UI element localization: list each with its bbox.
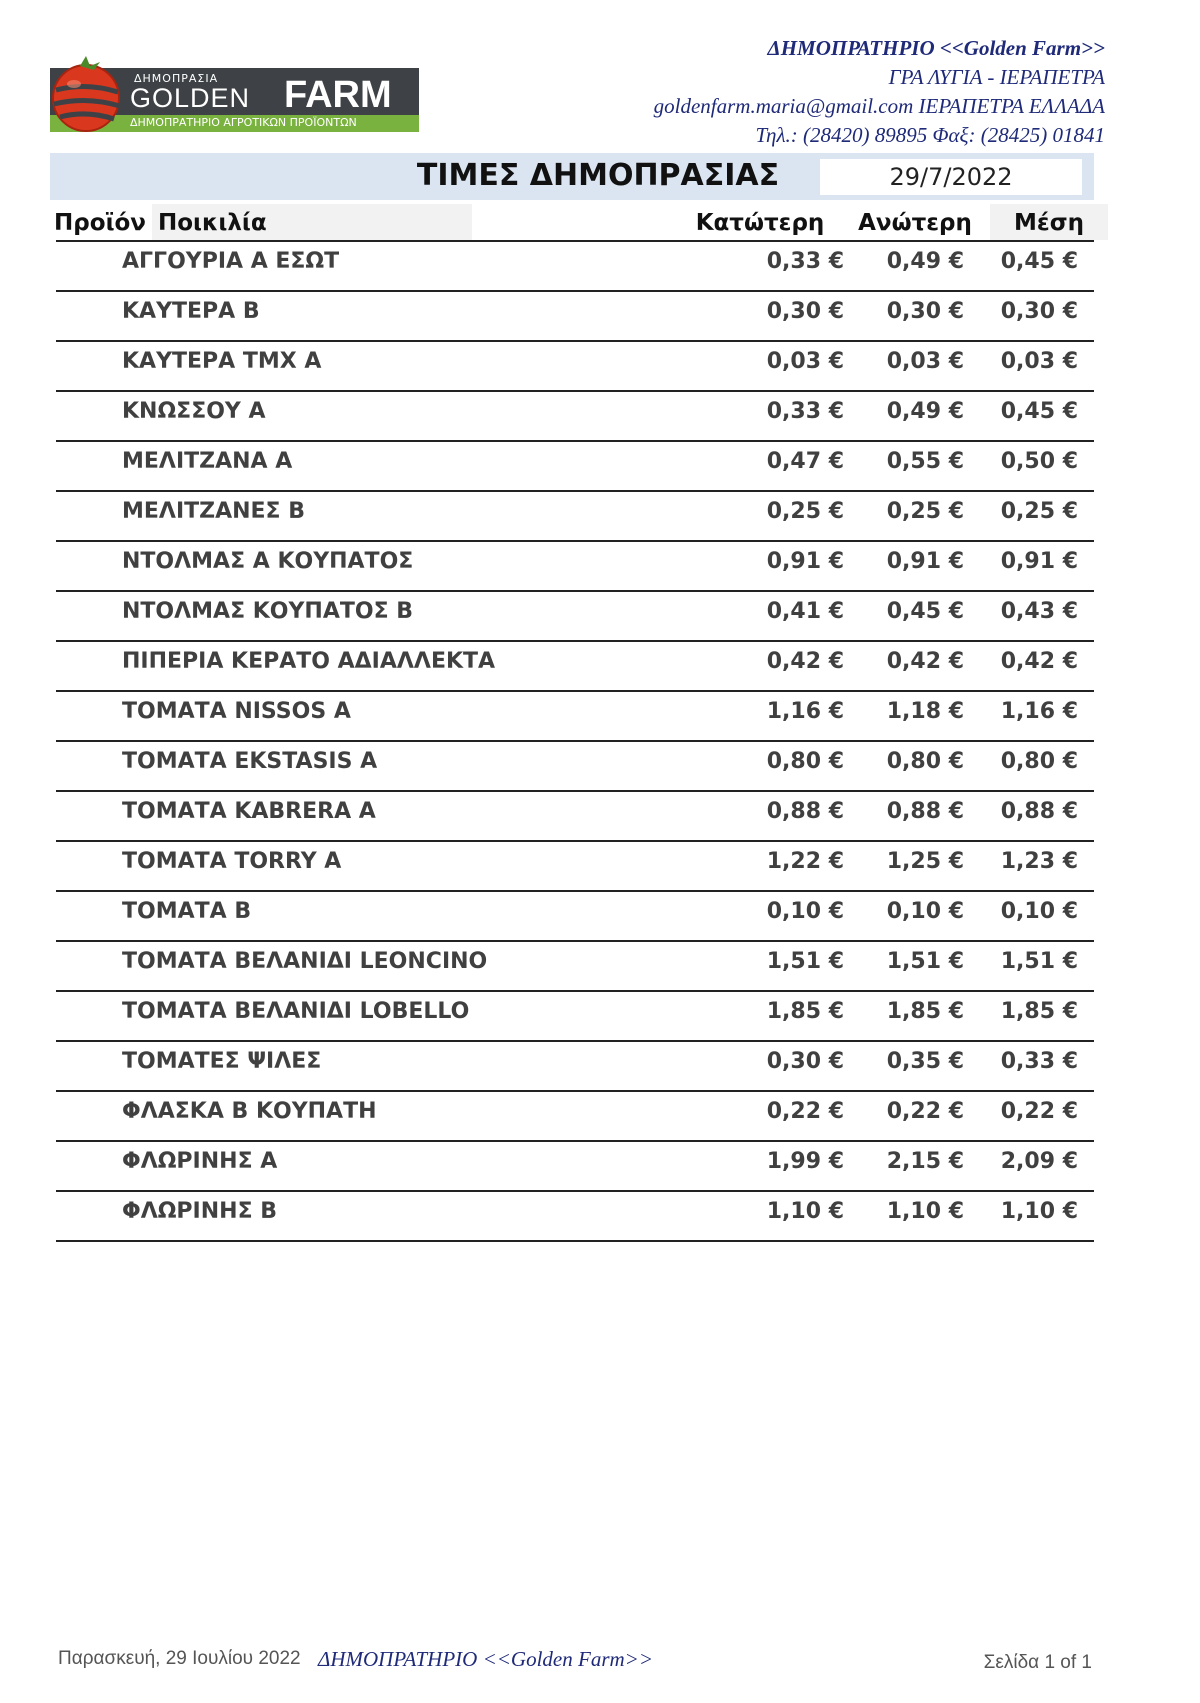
price-avg: 0,33 € xyxy=(1000,1049,1078,1074)
table-row xyxy=(56,1042,1094,1092)
table-row xyxy=(56,642,1094,692)
table-row xyxy=(56,942,1094,992)
product-name: ΠΙΠΕΡΙΑ ΚΕΡΑΤΟ ΑΔΙΑΛΛΕΚΤΑ xyxy=(122,649,496,674)
column-header-low: Κατώτερη xyxy=(695,210,825,236)
tomato-icon xyxy=(50,54,126,132)
table-row xyxy=(56,692,1094,742)
price-high: 0,10 € xyxy=(886,899,964,924)
product-name: ΑΓΓΟΥΡΙΑ Α ΕΣΩΤ xyxy=(122,249,340,274)
price-avg: 1,23 € xyxy=(1000,849,1078,874)
product-name: ΦΛΑΣΚΑ Β ΚΟΥΠΑΤΗ xyxy=(122,1099,377,1124)
title-bar xyxy=(50,153,1094,200)
price-high: 1,51 € xyxy=(886,949,964,974)
price-low: 0,91 € xyxy=(766,549,844,574)
price-avg: 0,88 € xyxy=(1000,799,1078,824)
product-name: ΚΑΥΤΕΡΑ Β xyxy=(122,299,260,324)
contact-block xyxy=(654,34,1105,150)
column-header-product: Προϊόν xyxy=(54,210,146,236)
price-low: 0,47 € xyxy=(766,449,844,474)
price-high: 0,49 € xyxy=(886,399,964,424)
price-avg: 1,16 € xyxy=(1000,699,1078,724)
product-name: ΝΤΟΛΜΑΣ Α ΚΟΥΠΑΤΟΣ xyxy=(122,549,414,574)
price-low: 1,85 € xyxy=(766,999,844,1024)
table-row xyxy=(56,792,1094,842)
price-low: 1,16 € xyxy=(766,699,844,724)
logo-tagline: ΔΗΜΟΠΡΑΤΗΡΙΟ ΑΓΡΟΤΙΚΩΝ ΠΡΟΪΟΝΤΩΝ xyxy=(130,116,357,129)
price-avg: 0,03 € xyxy=(1000,349,1078,374)
table-row xyxy=(56,1092,1094,1142)
price-avg: 0,43 € xyxy=(1000,599,1078,624)
price-high: 0,45 € xyxy=(886,599,964,624)
product-name: ΤΟΜΑΤΑ KABRERA Α xyxy=(122,799,376,824)
price-high: 0,03 € xyxy=(886,349,964,374)
footer-page-number: Σελίδα 1 of 1 xyxy=(983,1652,1092,1673)
table-row xyxy=(56,1142,1094,1192)
table-row xyxy=(56,542,1094,592)
logo-word-farm: FARM xyxy=(284,74,392,116)
price-avg: 0,22 € xyxy=(1000,1099,1078,1124)
column-header-variety: Ποικιλία xyxy=(158,210,267,236)
table-row xyxy=(56,242,1094,292)
price-avg: 1,51 € xyxy=(1000,949,1078,974)
product-name: ΤΟΜΑΤΕΣ ΨΙΛΕΣ xyxy=(122,1049,322,1074)
price-avg: 0,50 € xyxy=(1000,449,1078,474)
table-row xyxy=(56,892,1094,942)
product-name: ΝΤΟΛΜΑΣ ΚΟΥΠΑΤΟΣ Β xyxy=(122,599,414,624)
product-name: ΤΟΜΑΤΑ NISSOS Α xyxy=(122,699,351,724)
product-name: ΚΑΥΤΕΡΑ ΤΜΧ Α xyxy=(122,349,322,374)
price-high: 2,15 € xyxy=(886,1149,964,1174)
price-low: 0,80 € xyxy=(766,749,844,774)
product-name: ΤΟΜΑΤΑ TORRY Α xyxy=(122,849,342,874)
table-row xyxy=(56,442,1094,492)
price-avg: 0,42 € xyxy=(1000,649,1078,674)
price-low: 0,41 € xyxy=(766,599,844,624)
price-avg: 0,10 € xyxy=(1000,899,1078,924)
price-low: 0,88 € xyxy=(766,799,844,824)
price-low: 1,10 € xyxy=(766,1199,844,1224)
table-row xyxy=(56,842,1094,892)
footer-auction-name: ΔΗΜΟΠΡΑΤΗΡΙΟ <<Golden Farm>> xyxy=(318,1647,654,1671)
price-low: 0,10 € xyxy=(766,899,844,924)
page-title: ΤΙΜΕΣ ΔΗΜΟΠΡΑΣΙΑΣ xyxy=(416,158,780,193)
table-row xyxy=(56,992,1094,1042)
price-low: 0,22 € xyxy=(766,1099,844,1124)
price-avg: 1,10 € xyxy=(1000,1199,1078,1224)
price-high: 0,30 € xyxy=(886,299,964,324)
product-name: ΦΛΩΡΙΝΗΣ Α xyxy=(122,1149,278,1174)
table-row xyxy=(56,292,1094,342)
product-name: ΚΝΩΣΣΟΥ Α xyxy=(122,399,266,424)
product-name: ΤΟΜΑΤΑ ΒΕΛΑΝΙΔΙ LEONCINO xyxy=(122,949,488,974)
price-high: 0,22 € xyxy=(886,1099,964,1124)
price-high: 0,88 € xyxy=(886,799,964,824)
price-avg: 0,80 € xyxy=(1000,749,1078,774)
price-low: 0,30 € xyxy=(766,1049,844,1074)
price-low: 1,22 € xyxy=(766,849,844,874)
price-avg: 0,91 € xyxy=(1000,549,1078,574)
price-high: 0,42 € xyxy=(886,649,964,674)
contact-auction-name: ΔΗΜΟΠΡΑΤΗΡΙΟ <<Golden Farm>> xyxy=(767,36,1105,60)
price-table xyxy=(56,242,1094,1242)
price-avg: 2,09 € xyxy=(1000,1149,1078,1174)
product-name: ΦΛΩΡΙΝΗΣ Β xyxy=(122,1199,278,1224)
table-row xyxy=(56,592,1094,642)
price-low: 0,25 € xyxy=(766,499,844,524)
price-avg: 1,85 € xyxy=(1000,999,1078,1024)
golden-farm-logo xyxy=(50,54,419,132)
price-high: 0,91 € xyxy=(886,549,964,574)
price-high: 0,55 € xyxy=(886,449,964,474)
price-high: 0,35 € xyxy=(886,1049,964,1074)
price-avg: 0,45 € xyxy=(1000,399,1078,424)
price-low: 0,42 € xyxy=(766,649,844,674)
price-high: 1,25 € xyxy=(886,849,964,874)
price-low: 0,33 € xyxy=(766,399,844,424)
price-avg: 0,25 € xyxy=(1000,499,1078,524)
product-name: ΜΕΛΙΤΖΑΝΑ Α xyxy=(122,449,293,474)
table-row xyxy=(56,1192,1094,1242)
logo-word-golden: GOLDEN xyxy=(130,83,251,113)
price-low: 0,33 € xyxy=(766,249,844,274)
product-name: ΤΟΜΑΤΑ EKSTASIS Α xyxy=(122,749,378,774)
table-row xyxy=(56,392,1094,442)
logo-small-text: ΔΗΜΟΠΡΑΣΙΑ xyxy=(134,72,219,85)
price-high: 0,49 € xyxy=(886,249,964,274)
auction-date: 29/7/2022 xyxy=(820,159,1082,195)
price-avg: 0,30 € xyxy=(1000,299,1078,324)
contact-phone-fax: Τηλ.: (28420) 89895 Φαξ: (28425) 01841 xyxy=(755,123,1105,147)
price-low: 1,99 € xyxy=(766,1149,844,1174)
price-high: 1,18 € xyxy=(886,699,964,724)
table-row xyxy=(56,742,1094,792)
footer-date: Παρασκευή, 29 Ιουλίου 2022 xyxy=(58,1648,301,1669)
price-avg: 0,45 € xyxy=(1000,249,1078,274)
product-name: ΤΟΜΑΤΑ ΒΕΛΑΝΙΔΙ LOBELLO xyxy=(122,999,470,1024)
product-name: ΤΟΜΑΤΑ Β xyxy=(122,899,252,924)
column-header-avg: Μέση xyxy=(1014,210,1084,236)
column-header-high: Ανώτερη xyxy=(858,210,972,236)
contact-address: ΓΡΑ ΛΥΓΙΑ - ΙΕΡΑΠΕΤΡΑ xyxy=(888,65,1105,89)
price-high: 1,10 € xyxy=(886,1199,964,1224)
price-high: 1,85 € xyxy=(886,999,964,1024)
price-low: 1,51 € xyxy=(766,949,844,974)
product-name: ΜΕΛΙΤΖΑΝΕΣ Β xyxy=(122,499,306,524)
table-row xyxy=(56,342,1094,392)
price-high: 0,25 € xyxy=(886,499,964,524)
price-high: 0,80 € xyxy=(886,749,964,774)
price-low: 0,30 € xyxy=(766,299,844,324)
table-row xyxy=(56,492,1094,542)
price-low: 0,03 € xyxy=(766,349,844,374)
contact-email[interactable]: goldenfarm.maria@gmail.com ΙΕΡΑΠΕΤΡΑ ΕΛΛΑΔΑ xyxy=(653,94,1105,118)
